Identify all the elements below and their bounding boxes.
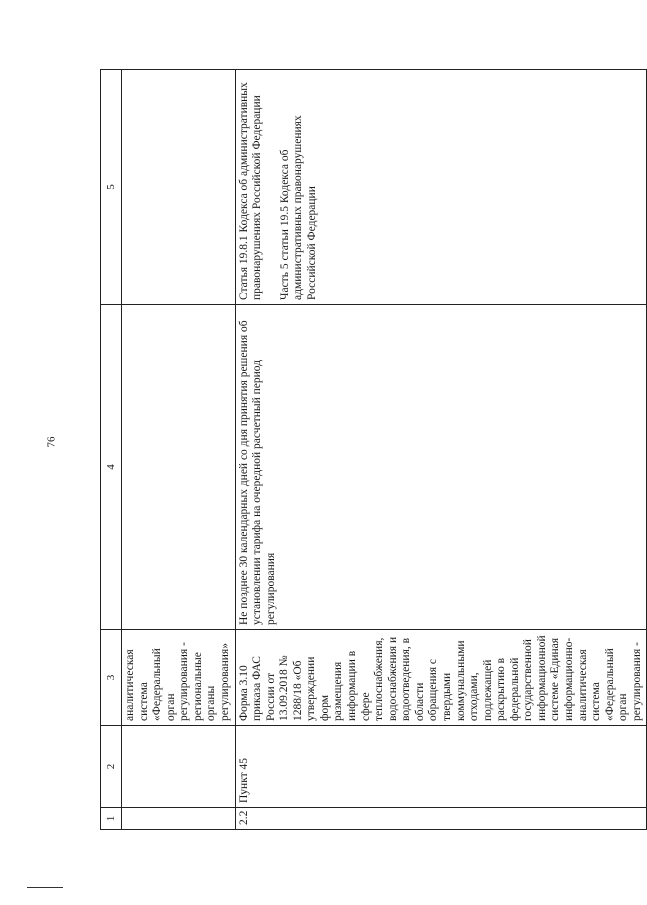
cont-cell-4 — [122, 305, 236, 630]
liability-cell — [235, 70, 647, 305]
form-reference-cell: Форма 3.10 приказа ФАС России от 13.09.2018 № 1288/18 «Об утверждении форм размещения информации в сфере теплоснабжения, водоснабжения и водоотведения, в области обращения с твердыми коммунальными отходами, подлежащей раскрытию в федеральной государственной информационной системе «Единая информационно-аналитическая система «Федеральный орган регулирования - — [235, 630, 647, 726]
document-table — [100, 69, 647, 830]
clause-cell: Пункт 45 — [235, 726, 647, 808]
header-cell-3: 3 — [101, 630, 122, 726]
rotated-table-container — [100, 70, 643, 830]
deadline-cell: Не позднее 30 календарных дней со дня принятия решения об установлении тарифа на очередной расчетный период регулирования — [235, 305, 647, 630]
header-cell-5: 5 — [101, 70, 122, 305]
footer-rule — [27, 887, 63, 888]
header-cell-1: 1 — [101, 808, 122, 830]
cont-cell-1 — [122, 808, 236, 830]
liability-paragraph-1: Статья 19.8.1 Кодекса об административных правонарушениях Российской Федерации — [237, 82, 264, 300]
table-row — [235, 70, 647, 830]
header-cell-2: 2 — [101, 726, 122, 808]
liability-paragraph-2: Часть 5 статьи 19.5 Кодекса об административных правонарушениях Российской Федерации — [278, 115, 318, 300]
cont-cell-3: аналитическая система «Федеральный орган регулирования - региональные органы регулирования» — [122, 630, 236, 726]
table-header-row — [101, 70, 122, 830]
page-number: 76 — [45, 436, 58, 448]
header-cell-4: 4 — [101, 305, 122, 630]
table-row — [122, 70, 236, 830]
cont-cell-2 — [122, 726, 236, 808]
cont-cell-5 — [122, 70, 236, 305]
row-number-cell: 2.2 — [235, 808, 647, 830]
